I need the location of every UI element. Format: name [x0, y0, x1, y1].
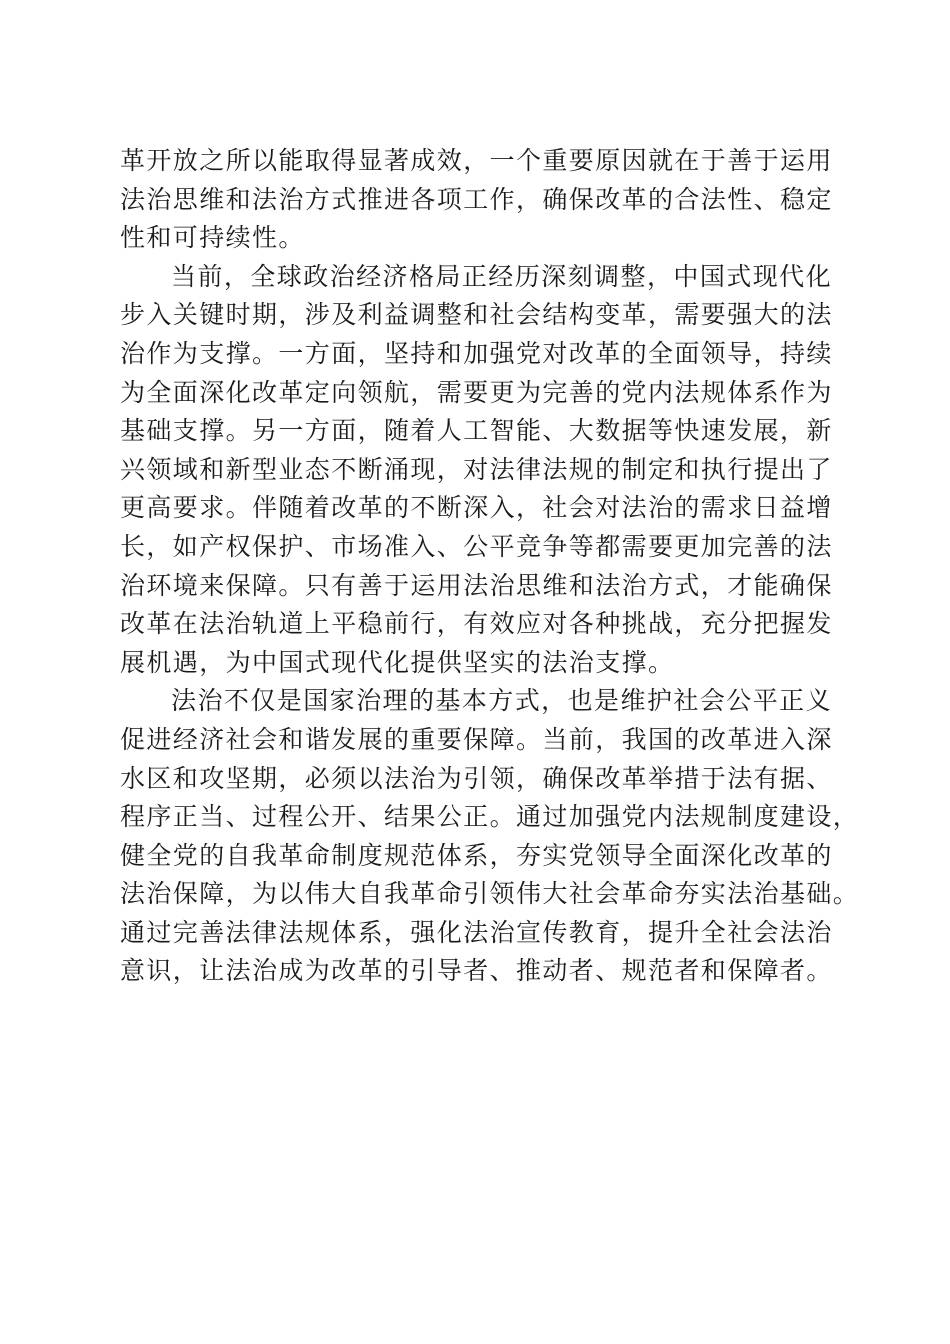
text-line: 治环境来保障。只有善于运用法治思维和法治方式，才能确保: [120, 570, 833, 600]
text-line: 法治不仅是国家治理的基本方式，也是维护社会公平正义: [171, 686, 832, 716]
text-line: 长，如产权保护、市场准入、公平竞争等都需要更加完善的法: [120, 531, 833, 561]
text-line: 意识，让法治成为改革的引导者、推动者、规范者和保障者。: [120, 956, 833, 986]
text-line: 为全面深化改革定向领航，需要更为完善的党内法规体系作为: [120, 377, 833, 407]
text-line: 改革在法治轨道上平稳前行，有效应对各种挑战，充分把握发: [120, 609, 833, 639]
text-line: 治作为支撑。一方面，坚持和加强党对改革的全面领导，持续: [120, 338, 833, 368]
text-line: 革开放之所以能取得显著成效，一个重要原因就在于善于运用: [120, 146, 833, 175]
text-line: 兴领域和新型业态不断涌现，对法律法规的制定和执行提出了: [120, 454, 833, 484]
text-line: 性和可持续性。: [120, 223, 305, 253]
text-line: 法治保障，为以伟大自我革命引领伟大社会革命夯实法治基础。: [120, 879, 860, 909]
text-line: 展机遇，为中国式现代化提供坚实的法治支撑。: [120, 647, 675, 677]
text-line: 更高要求。伴随着改革的不断深入，社会对法治的需求日益增: [120, 493, 833, 523]
text-line: 程序正当、过程公开、结果公正。通过加强党内法规制度建设，: [120, 802, 860, 832]
text-line: 步入关键时期，涉及利益调整和社会结构变革，需要强大的法: [120, 300, 833, 330]
paragraph-1: [120, 142, 832, 258]
text-line: 法治思维和法治方式推进各项工作，确保改革的合法性、稳定: [120, 184, 833, 214]
text-line: 当前，全球政治经济格局正经历深刻调整，中国式现代化: [171, 261, 832, 291]
text-line: 促进经济社会和谐发展的重要保障。当前，我国的改革进入深: [120, 724, 833, 754]
article-body: [120, 142, 860, 991]
text-line: 健全党的自我革命制度规范体系，夯实党领导全面深化改革的: [120, 840, 833, 870]
text-line: 水区和攻坚期，必须以法治为引领，确保改革举措于法有据、: [120, 763, 833, 793]
paragraph-2: [120, 258, 832, 683]
text-line: 通过完善法律法规体系，强化法治宣传教育，提升全社会法治: [120, 917, 833, 947]
text-line: 基础支撑。另一方面，随着人工智能、大数据等快速发展，新: [120, 416, 833, 446]
paragraph-3: [120, 682, 860, 991]
